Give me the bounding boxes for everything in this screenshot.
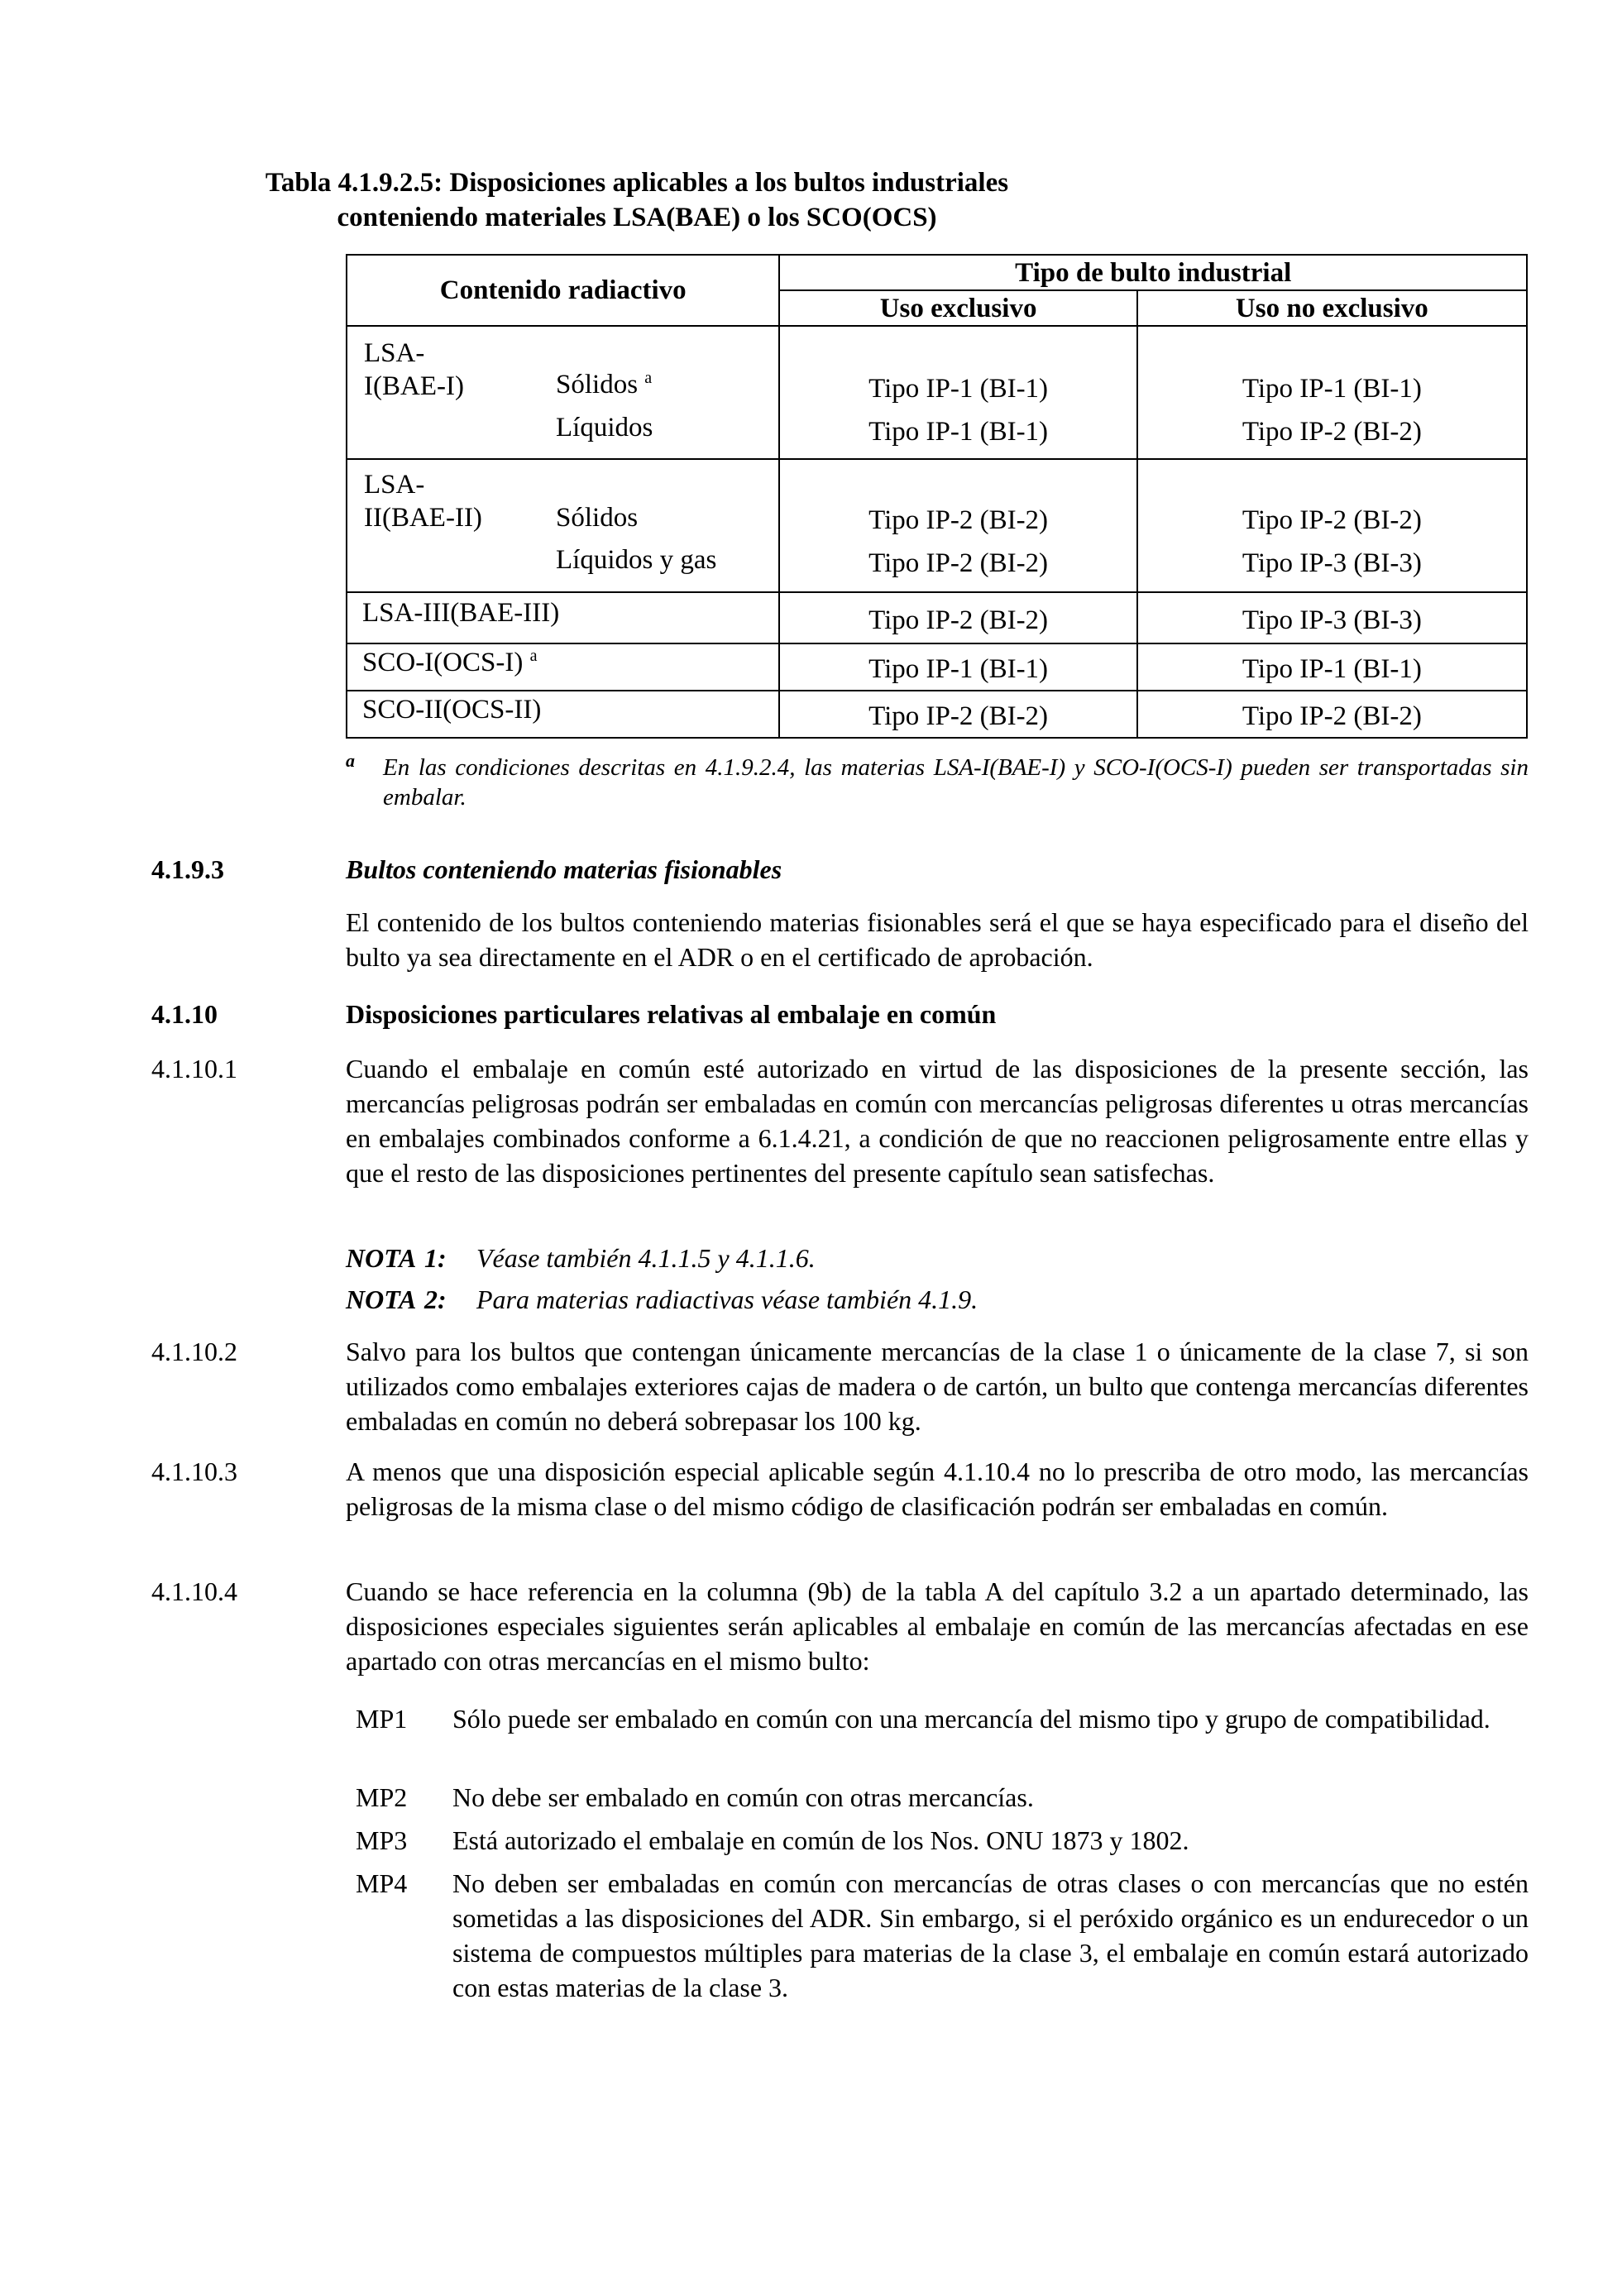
note-2-text: Para materias radiactivas véase también 4.1.9.: [476, 1284, 978, 1314]
note-2: [346, 1282, 978, 1317]
value-text: Tipo IP-2 (BI-2): [1242, 701, 1422, 731]
value-text: Tipo IP-2 (BI-2): [868, 605, 1049, 635]
table-row: [347, 643, 1527, 691]
packages-table: [346, 254, 1528, 739]
non-exclusive-cell: [1137, 643, 1527, 691]
exclusive-cell: [779, 592, 1136, 643]
header-package-type: Tipo de bulto industrial: [779, 255, 1527, 290]
exclusive-cell: [779, 459, 1136, 592]
table-row: [347, 691, 1527, 738]
row-label: LSA-III(BAE-III): [362, 598, 560, 628]
mp-code: MP2: [356, 1782, 408, 1812]
table-row: [347, 326, 1527, 459]
section-number-41101: 4.1.10.1: [151, 1054, 237, 1083]
mp-code: MP3: [356, 1825, 408, 1855]
section-title-4110: Disposiciones particulares relativas al embalaje en común: [346, 999, 997, 1029]
value-text: Tipo IP-2 (BI-2): [868, 701, 1049, 731]
section-number-41104: 4.1.10.4: [151, 1576, 237, 1606]
row-label-cell: [347, 459, 779, 592]
value-text: Tipo IP-1 (BI-1): [1242, 654, 1422, 684]
header-non-exclusive-use: Uso no exclusivo: [1137, 290, 1527, 326]
mp-text: No deben ser embaladas en común con mercancías de otras clases o con mercancías que no estén sometidas a las disposiciones del ADR. Sin embargo, si el peróxido orgánico es un endurecedor o un sistema de compuestos múltiples para materias de la clase 3, el embalaje en común estará autorizado con estas materias de la clase 3.: [452, 1868, 1529, 2002]
exclusive-cell: [779, 643, 1136, 691]
sublabel-liquids: Líquidos: [556, 413, 653, 442]
section-text-41102: Salvo para los bultos que contengan únicamente mercancías de la clase 1 o únicamente de la clase 7, si son utilizados como embalajes exteriores cajas de madera o de cartón, un bulto que contenga mercancías diferentes embaladas en común no deberá sobrepasar los 100 kg.: [346, 1337, 1529, 1436]
footnote-mark: a: [346, 750, 355, 771]
note-1-number: 1:: [424, 1243, 447, 1273]
exclusive-cell: [779, 691, 1136, 738]
mp-code: MP1: [356, 1704, 408, 1734]
header-radioactive-content: Contenido radiactivo: [347, 255, 779, 326]
table-caption: [0, 165, 1622, 235]
note-1-text: Véase también 4.1.1.5 y 4.1.1.6.: [476, 1243, 816, 1273]
table-caption-line-1: Tabla 4.1.9.2.5: Disposiciones aplicables a los bultos industriales: [265, 168, 1009, 198]
group-label-line-2: II(BAE-II): [364, 503, 482, 533]
sublabel-liquids-gas: Líquidos y gas: [556, 545, 717, 575]
sublabel-solids: Sólidos $^a$: [556, 369, 653, 399]
value-text: Tipo IP-2 (BI-2): [1242, 505, 1422, 535]
mp-code: MP4: [356, 1868, 408, 1898]
row-label: SCO-I(OCS-I) $^a$: [362, 647, 538, 677]
row-label-cell: [347, 643, 779, 691]
value-text: Tipo IP-1 (BI-1): [1242, 374, 1422, 404]
note-1-label: NOTA: [346, 1243, 417, 1273]
section-number-4193: 4.1.9.3: [151, 854, 224, 884]
value-text: Tipo IP-1 (BI-1): [868, 654, 1049, 684]
value-text: Tipo IP-1 (BI-1): [868, 417, 1049, 447]
value-text: Tipo IP-2 (BI-2): [1242, 417, 1422, 447]
group-label-line-2: I(BAE-I): [364, 371, 464, 401]
section-number-41102: 4.1.10.2: [151, 1337, 237, 1366]
note-1: [346, 1241, 816, 1275]
group-label-line-1: LSA-: [364, 338, 425, 368]
note-2-label: NOTA: [346, 1284, 417, 1314]
exclusive-cell: [779, 326, 1136, 459]
table-caption-line-2: conteniendo materiales LSA(BAE) o los SCO(OCS): [337, 203, 937, 232]
non-exclusive-cell: [1137, 459, 1527, 592]
section-number-41103: 4.1.10.3: [151, 1457, 237, 1486]
value-text: Tipo IP-1 (BI-1): [868, 374, 1049, 404]
section-text-41103: A menos que una disposición especial aplicable según 4.1.10.4 no lo prescriba de otro modo, las mercancías peligrosas de la misma clase o del mismo código de clasificación podrán ser embaladas en común.: [346, 1457, 1529, 1521]
header-exclusive-use: Uso exclusivo: [779, 290, 1136, 326]
row-label-cell: [347, 326, 779, 459]
table-row: [347, 459, 1527, 592]
footnote-text: En las condiciones descritas en 4.1.9.2.4, las materias LSA-I(BAE-I) y SCO-I(OCS-I) pueden ser transportadas sin embalar.: [383, 754, 1529, 811]
table-footnote: [346, 750, 1529, 812]
mp-text: Sólo puede ser embalado en común con una mercancía del mismo tipo y grupo de compatibilidad.: [452, 1704, 1490, 1734]
row-label: SCO-II(OCS-II): [362, 695, 542, 725]
value-text: Tipo IP-3 (BI-3): [1242, 548, 1422, 578]
value-text: Tipo IP-3 (BI-3): [1242, 605, 1422, 635]
row-label-cell: [347, 592, 779, 643]
non-exclusive-cell: [1137, 326, 1527, 459]
section-text-41104: Cuando se hace referencia en la columna (9b) de la tabla A del capítulo 3.2 a un apartado determinado, las disposiciones especiales siguientes serán aplicables al embalaje en común de las mercancías afectadas en ese apartado con otras mercancías en el mismo bulto:: [346, 1576, 1529, 1676]
row-label-cell: [347, 691, 779, 738]
mp-text: Está autorizado el embalaje en común de los Nos. ONU 1873 y 1802.: [452, 1825, 1189, 1855]
non-exclusive-cell: [1137, 691, 1527, 738]
non-exclusive-cell: [1137, 592, 1527, 643]
section-text-41101: Cuando el embalaje en común esté autorizado en virtud de las disposiciones de la presente sección, las mercancías peligrosas podrán ser embaladas en común con mercancías peligrosas diferentes u otras mercancías en embalajes combinados conforme a 6.1.4.21, a condición de que no reaccionen peligrosamente entre ellas y que el resto de las disposiciones pertinentes del presente capítulo sean satisfechas.: [346, 1054, 1529, 1188]
section-text-4193: El contenido de los bultos conteniendo materias fisionables será el que se haya especificado para el diseño del bulto ya sea directamente en el ADR o en el certificado de aprobación.: [346, 907, 1529, 972]
sublabel-solids: Sólidos: [556, 503, 639, 533]
group-label-line-1: LSA-: [364, 470, 425, 500]
section-number-4110: 4.1.10: [151, 999, 218, 1029]
note-2-number: 2:: [424, 1284, 447, 1314]
value-text: Tipo IP-2 (BI-2): [868, 505, 1049, 535]
value-text: Tipo IP-2 (BI-2): [868, 548, 1049, 578]
section-title-4193: Bultos conteniendo materias fisionables: [346, 854, 782, 884]
table-row: [347, 592, 1527, 643]
mp-text: No debe ser embalado en común con otras mercancías.: [452, 1782, 1034, 1812]
